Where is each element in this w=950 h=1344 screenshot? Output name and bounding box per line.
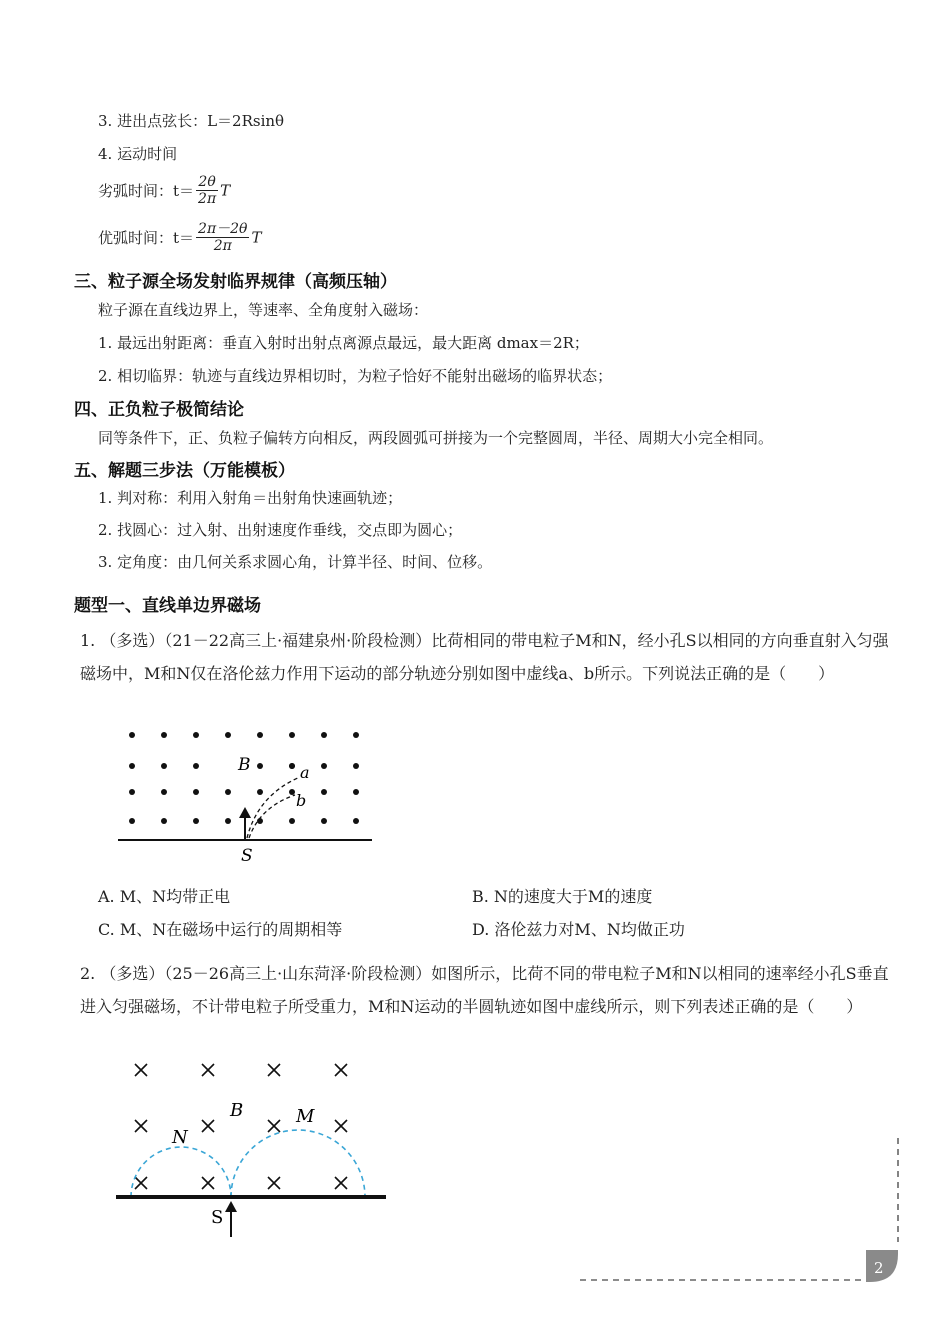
velocity-arrowhead bbox=[239, 807, 251, 818]
trajectory-label-a: a bbox=[300, 763, 310, 782]
major-arc-fraction bbox=[196, 221, 249, 254]
minor-arc-time bbox=[98, 174, 230, 207]
q1-option-c: C. M、N在磁场中运行的周期相等 bbox=[98, 920, 343, 939]
q1-option-a: A. M、N均带正电 bbox=[98, 887, 231, 906]
section-5-step-2: 2. 找圆心：过入射、出射速度作垂线，交点即为圆心； bbox=[98, 521, 463, 539]
source-label-s: S bbox=[241, 846, 253, 866]
question-1-text: 1. （多选）（21－22高三上·福建泉州·阶段检测）比荷相同的带电粒子M和N，经小孔S以相同的方向垂直射入匀强磁场中，M和N仅在洛伦兹力作用下运动的部分轨迹分别如图中虚线a、b所示。下列说法正确的是（ ） bbox=[80, 631, 889, 683]
q1-option-b: B. N的速度大于M的速度 bbox=[472, 887, 653, 906]
minor-num: 2θ bbox=[196, 174, 218, 191]
question-2-text: 2. （多选）（25－26高三上·山东菏泽·阶段检测）如图所示，比荷不同的带电粒子M和N以相同的速率经小孔S垂直进入匀强磁场，不计带电粒子所受重力，M和N运动的半圆轨迹如图中虚线所示，则下列表述正确的是（ ） bbox=[80, 964, 889, 1016]
minor-arc-label: 劣弧时间：t＝ bbox=[98, 182, 195, 201]
major-den: 2π bbox=[213, 238, 232, 255]
section-5-step-1: 1. 判对称：利用入射角＝出射角快速画轨迹； bbox=[98, 489, 403, 507]
source-label-s: S bbox=[211, 1207, 224, 1228]
section-3-heading: 三、粒子源全场发射临界规律（高频压轴） bbox=[74, 272, 397, 292]
item-4: 4. 运动时间 bbox=[98, 145, 178, 163]
minor-arc-fraction bbox=[196, 174, 218, 207]
major-arc-time bbox=[98, 221, 262, 254]
field-label-b: B bbox=[238, 755, 251, 775]
field-crosses bbox=[135, 1064, 347, 1189]
page-number: 2 bbox=[874, 1259, 884, 1277]
section-3-point-2: 2. 相切临界：轨迹与直线边界相切时，为粒子恰好不能射出磁场的临界状态； bbox=[98, 367, 613, 385]
item-3: 3. 进出点弦长：L＝2Rsinθ bbox=[98, 112, 285, 130]
section-3-intro: 粒子源在直线边界上，等速率、全角度射入磁场： bbox=[98, 301, 429, 319]
type-1-heading: 题型一、直线单边界磁场 bbox=[74, 596, 261, 616]
page-footer-decoration bbox=[570, 1130, 910, 1290]
trajectory-a bbox=[247, 777, 300, 838]
section-4-heading: 四、正负粒子极简结论 bbox=[74, 400, 244, 420]
major-arc-label: 优弧时间：t＝ bbox=[98, 229, 195, 248]
field-label-b: B bbox=[230, 1100, 244, 1121]
major-num: 2π－2θ bbox=[198, 221, 248, 237]
question-1-figure bbox=[110, 725, 385, 870]
section-4-text: 同等条件下，正、负粒子偏转方向相反，两段圆弧可拼接为一个完整圆周，半径、周期大小完全相同。 bbox=[98, 429, 774, 447]
trajectory-label-m: M bbox=[296, 1106, 315, 1127]
section-5-heading: 五、解题三步法（万能模板） bbox=[74, 461, 295, 481]
minor-den: 2π bbox=[198, 191, 217, 208]
section-3-point-1: 1. 最远出射距离：垂直入射时出射点离源点最远，最大距离 dmax＝2R； bbox=[98, 334, 589, 352]
major-tail: T bbox=[251, 228, 262, 247]
q1-option-d: D. 洛伦兹力对M、N均做正功 bbox=[472, 920, 685, 939]
trajectory-label-b: b bbox=[296, 791, 307, 810]
entry-arrowhead bbox=[225, 1201, 237, 1212]
minor-tail: T bbox=[220, 181, 231, 200]
question-2-figure bbox=[110, 1055, 395, 1245]
trajectory-n bbox=[131, 1147, 231, 1197]
trajectory-label-n: N bbox=[172, 1127, 188, 1148]
section-5-step-3: 3. 定角度：由几何关系求圆心角，计算半径、时间、位移。 bbox=[98, 553, 493, 571]
